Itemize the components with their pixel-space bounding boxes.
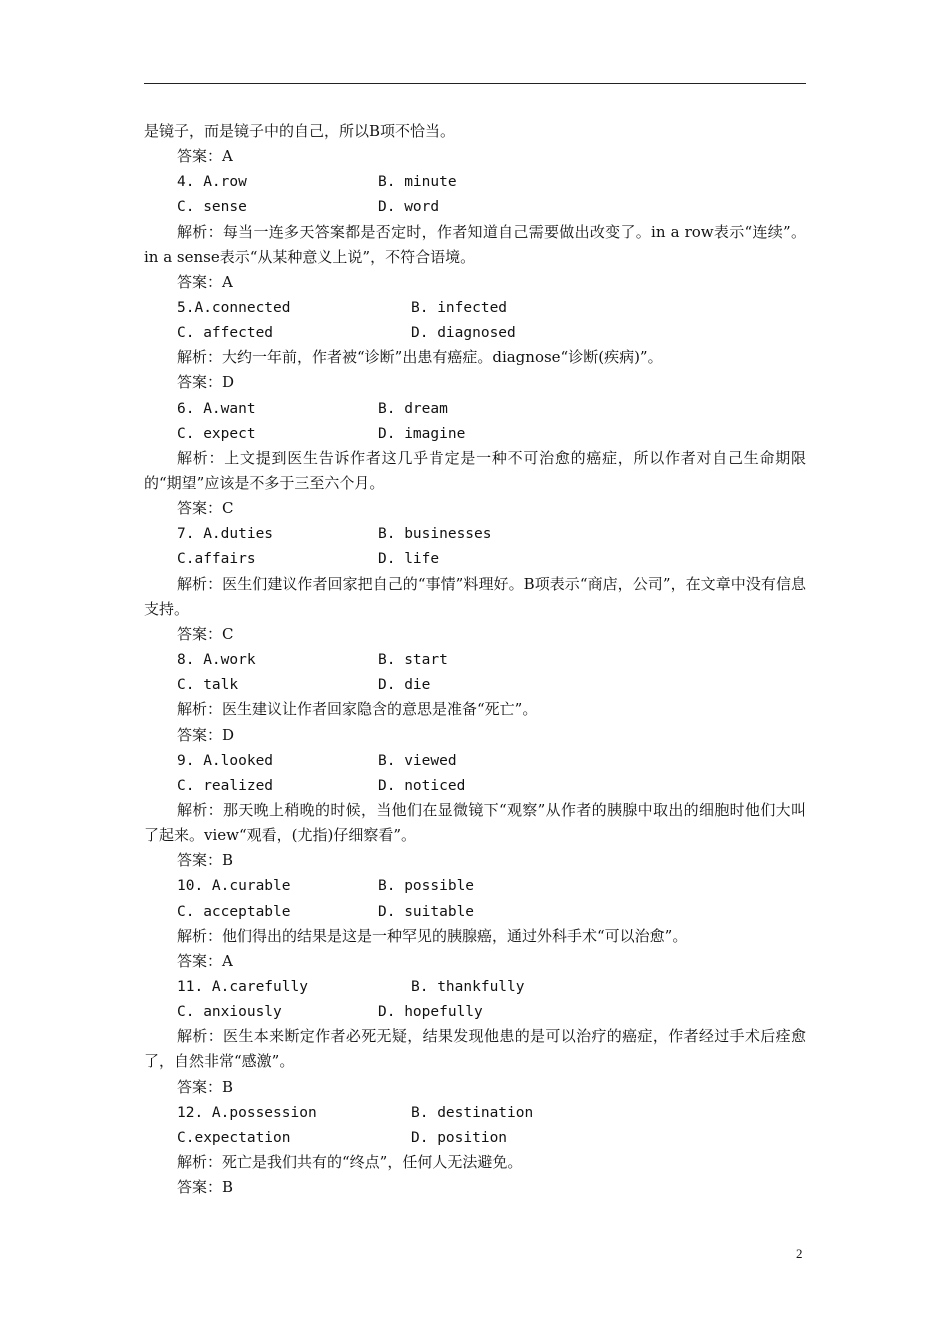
option-c: C. anxiously (177, 1004, 282, 1021)
answer-line: 答案：C (177, 624, 234, 643)
option-d: D. hopefully (378, 1004, 483, 1021)
options-row (144, 169, 806, 194)
option-b: B. thankfully (411, 978, 525, 995)
analysis-text: 解析：医生建议让作者回家隐含的意思是准备“死亡”。 (177, 700, 538, 719)
option-c: C. expect (177, 425, 256, 442)
analysis-text: 解析：上文提到医生告诉作者这几乎肯定是一种不可治愈的癌症，所以作者对自己生命期限的“期望”应该是不多于三至六个月。 (144, 448, 806, 493)
options-row (144, 672, 806, 697)
options-row (144, 773, 806, 798)
answer-line: 答案：A (177, 147, 233, 166)
analysis-text: 解析：大约一年前，作者被“诊断”出患有癌症。diagnose“诊断(疾病)”。 (177, 348, 663, 367)
option-a: 8. A.work (177, 652, 256, 669)
question-block (144, 647, 806, 748)
options-row (144, 396, 806, 421)
options-row (144, 521, 806, 546)
question-block (144, 1100, 806, 1201)
page-number: 2 (796, 1246, 803, 1261)
options-row (144, 1125, 806, 1150)
option-a: 12. A.possession (177, 1104, 317, 1121)
options-row (144, 873, 806, 898)
analysis-text: 解析：医生们建议作者回家把自己的“事情”料理好。B项表示“商店，公司”，在文章中没有信息支持。 (144, 574, 806, 618)
question-block (144, 748, 806, 874)
answer-line: 答案：D (177, 725, 235, 744)
option-a: 4. A.row (177, 174, 247, 191)
options-row (144, 999, 806, 1024)
option-c: C. acceptable (177, 903, 291, 920)
analysis-text: 解析：死亡是我们共有的“终点”，任何人无法避免。 (177, 1152, 523, 1171)
option-d: D. word (378, 199, 440, 216)
option-d: D. suitable (378, 903, 475, 920)
option-a: 11. A.carefully (177, 978, 308, 995)
options-row (144, 899, 806, 924)
option-d: D. die (378, 677, 431, 694)
option-a: 10. A.curable (177, 878, 291, 895)
question-block (144, 396, 806, 522)
options-row (144, 194, 806, 219)
answer-line: 答案：A (177, 951, 233, 970)
option-c: C. realized (177, 777, 274, 794)
question-list (144, 169, 806, 1200)
answer-line: 答案：B (177, 1178, 234, 1197)
question-block (144, 295, 806, 396)
options-row (144, 647, 806, 672)
analysis-text: 解析：医生本来断定作者必死无疑，结果发现他患的是可以治疗的癌症，作者经过手术后痊愈了，自然非常“感激”。 (144, 1027, 806, 1071)
option-d: D. life (378, 551, 440, 568)
answer-line: 答案：D (177, 373, 235, 392)
option-c: C. sense (177, 199, 247, 216)
options-row (144, 295, 806, 320)
option-b: B. viewed (378, 752, 457, 769)
option-d: D. position (411, 1129, 508, 1146)
analysis-text: 解析：那天晚上稍晚的时候，当他们在显微镜下“观察”从作者的胰腺中取出的细胞时他们大叫了起来。view“观看，(尤指)仔细察看”。 (144, 800, 806, 845)
option-a: 9. A.looked (177, 752, 274, 769)
option-a: 5.A.connected (177, 300, 291, 317)
analysis-text: 解析：每当一连多天答案都是否定时，作者知道自己需要做出改变了。in a row表示“连续”。in a sense表示“从某种意义上说”，不符合语境。 (144, 222, 806, 266)
option-a: 6. A.want (177, 400, 256, 417)
option-b: B. dream (378, 400, 448, 417)
options-row (144, 748, 806, 773)
question-block (144, 873, 806, 974)
option-d: D. imagine (378, 425, 466, 442)
page-body (144, 119, 806, 1200)
option-d: D. noticed (378, 777, 466, 794)
option-b: B. start (378, 652, 448, 669)
option-c: C.affairs (177, 551, 256, 568)
option-b: B. businesses (378, 526, 492, 543)
option-c: C. affected (177, 325, 274, 342)
question-block (144, 974, 806, 1100)
option-a: 7. A.duties (177, 526, 274, 543)
options-row (144, 974, 806, 999)
option-b: B. destination (411, 1104, 534, 1121)
option-c: C. talk (177, 677, 239, 694)
question-block (144, 521, 806, 647)
answer-line: 答案：C (177, 499, 234, 518)
continued-text: 是镜子，而是镜子中的自己，所以B项不恰当。 (144, 122, 456, 140)
answer-line: 答案：B (177, 851, 234, 870)
header-rule (144, 83, 806, 84)
answer-line: 答案：B (177, 1077, 234, 1096)
analysis-text: 解析：他们得出的结果是这是一种罕见的胰腺癌，通过外科手术“可以治愈”。 (177, 926, 688, 945)
option-b: B. possible (378, 878, 475, 895)
options-row (144, 320, 806, 345)
question-block (144, 169, 806, 295)
options-row (144, 421, 806, 446)
option-c: C.expectation (177, 1129, 291, 1146)
option-d: D. diagnosed (411, 325, 516, 342)
answer-line: 答案：A (177, 272, 233, 291)
option-b: B. minute (378, 174, 457, 191)
options-row (144, 1100, 806, 1125)
option-b: B. infected (411, 300, 508, 317)
options-row (144, 546, 806, 571)
